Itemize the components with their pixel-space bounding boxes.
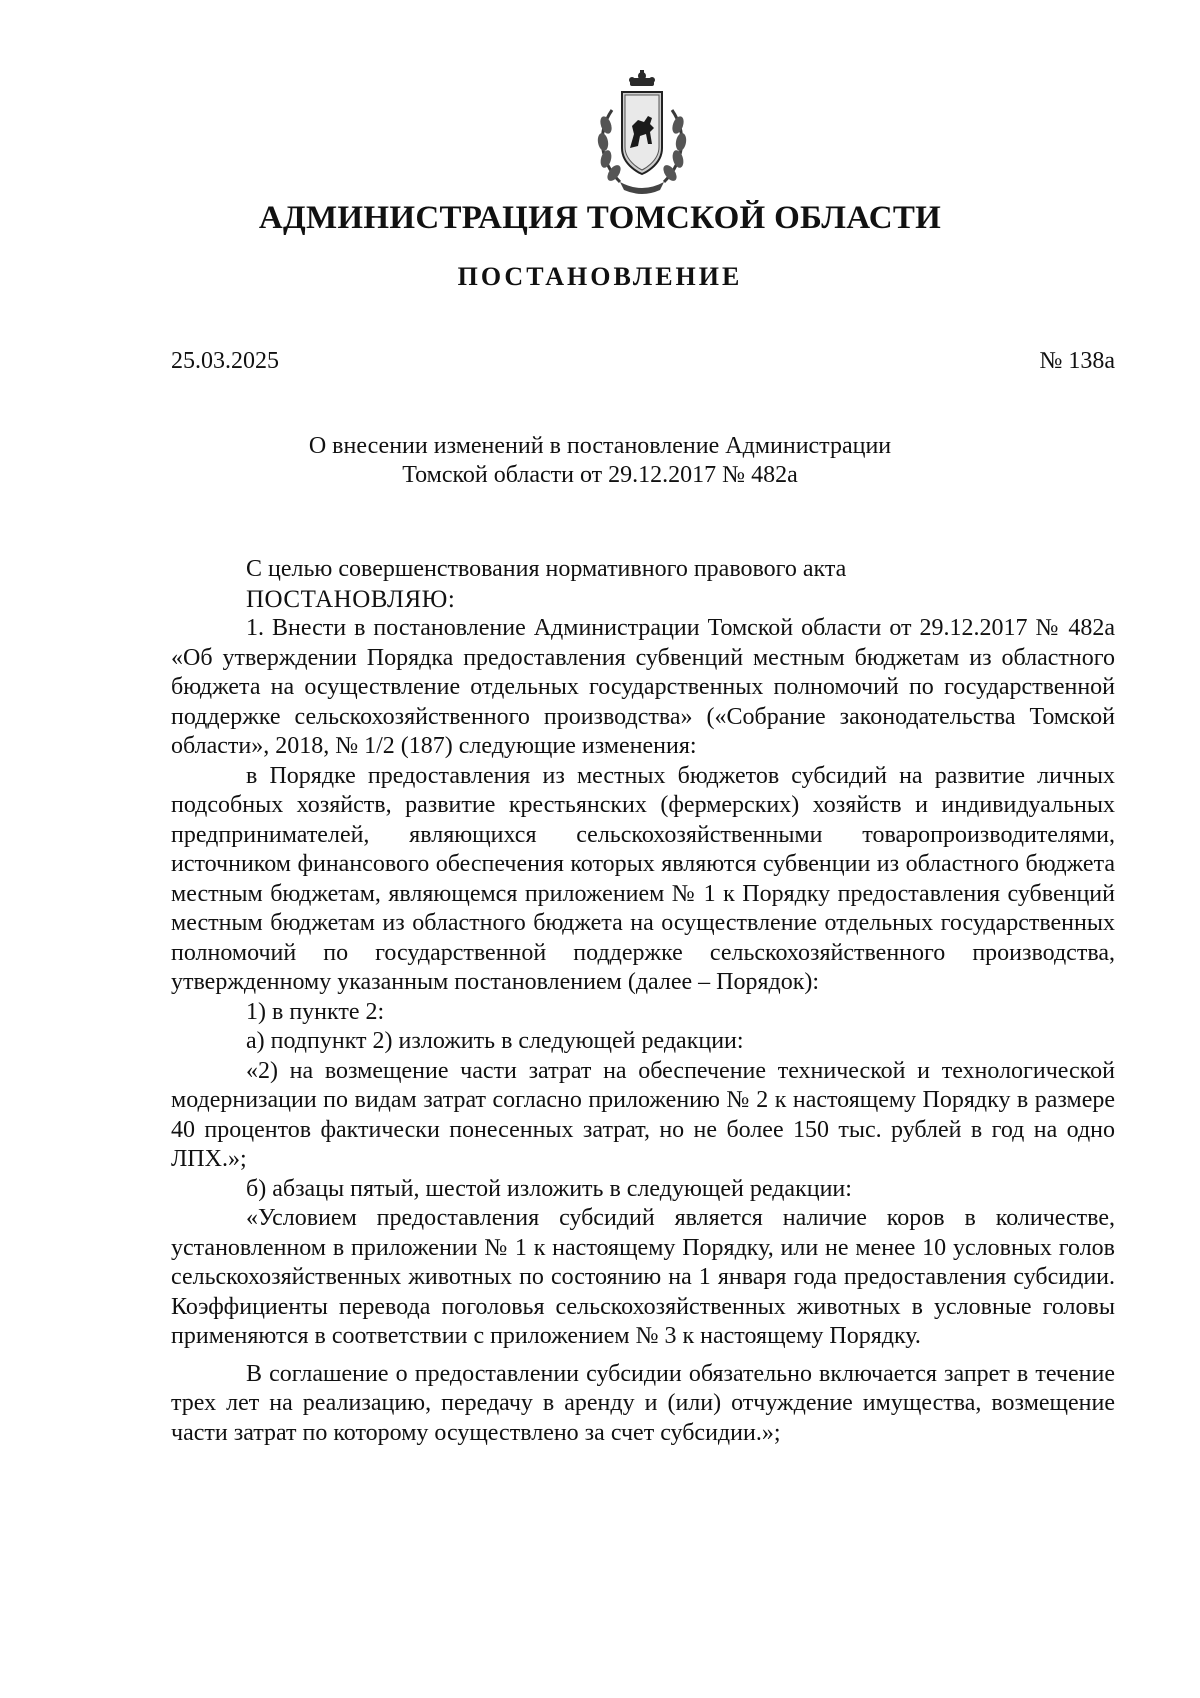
tomsk-region-coat-of-arms-icon (590, 70, 694, 198)
document-subject (0, 432, 1200, 490)
body-paragraph: «2) на возмещение части затрат на обеспечение технической и технологической модернизации по видам затрат согласно приложению № 2 к настоящему Порядку в размере 40 процентов фактически понесенных затрат, но не более 150 тыс. рублей в год на одно ЛПХ.»; (171, 1057, 1115, 1172)
document-body (171, 555, 1115, 1448)
organization-title: АДМИНИСТРАЦИЯ ТОМСКОЙ ОБЛАСТИ (258, 200, 942, 236)
body-paragraph: б) абзацы пятый, шестой изложить в следующей редакции: (246, 1175, 852, 1202)
document-date: 25.03.2025 (171, 348, 279, 374)
document-type: ПОСТАНОВЛЕНИЕ (457, 262, 743, 291)
body-paragraph: «Условием предоставления субсидий является наличие коров в количестве, установленном в приложении № 1 к настоящему Порядку, или не менее 10 условных голов сельскохозяйственных животных по состоянию на 1 января года предоставления субсидии. Коэффициенты перевода поголовья сельскохозяйственных животных в условные головы применяются в соответствии с приложением № 3 к настоящему Порядку. (171, 1205, 1115, 1349)
body-paragraph: В соглашение о предоставлении субсидии обязательно включается запрет в течение трех лет на реализацию, передачу в аренду и (или) отчуждение имущества, возмещение части затрат по которому осуществлено за счет субсидии.»; (171, 1360, 1115, 1446)
subject-line: О внесении изменений в постановление Администрации (308, 433, 892, 459)
decree-word: ПОСТАНОВЛЯЮ: (246, 585, 456, 613)
subject-line: Томской области от 29.12.2017 № 482а (402, 462, 798, 488)
body-paragraph: в Порядке предоставления из местных бюджетов субсидий на развитие личных подсобных хозяйств, развитие крестьянских (фермерских) хозяйств и индивидуальных предпринимателей, являющихся сельскохозяйственными товаропроизводителями, источником финансового обеспечения которых являются субвенции из областного бюджета местным бюджетам, являющемся приложением № 1 к Порядку предоставления субвенций местным бюджетам из областного бюджета на осуществление отдельных государственных полномочий по государственной поддержке сельскохозяйственного производства, утвержденному указанным постановлением (далее – Порядок): (171, 762, 1115, 995)
body-paragraph: С целью совершенствования нормативного правового акта (246, 556, 847, 582)
body-paragraph: а) подпункт 2) изложить в следующей редакции: (246, 1028, 744, 1054)
document-number: № 138а (1039, 348, 1115, 374)
body-paragraph: 1. Внести в постановление Администрации Томской области от 29.12.2017 № 482а «Об утверждении Порядка предоставления субвенций местным бюджетам из областного бюджета на осуществление отдельных государственных полномочий по государственной поддержке сельскохозяйственного производства» («Собрание законодательства Томской области», 2018, № 1/2 (187) следующие изменения: (171, 615, 1115, 759)
body-paragraph: 1) в пункте 2: (246, 998, 385, 1025)
